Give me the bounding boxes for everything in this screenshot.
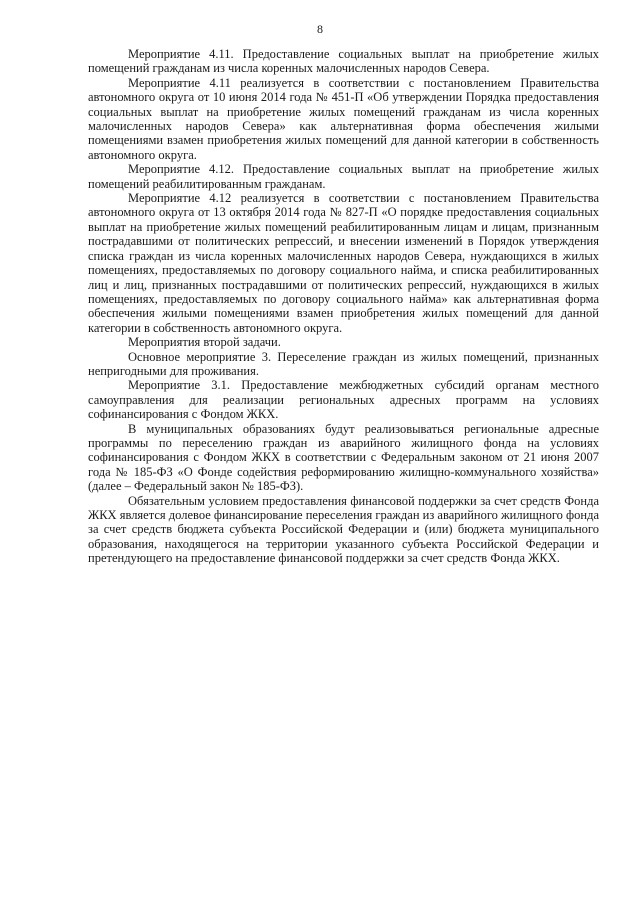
document-body xyxy=(88,47,599,566)
paragraph-measure-4-12-title: Мероприятие 4.12. Предоставление социальных выплат на приобретение жилых помещений реабилитированным гражданам. xyxy=(88,162,599,191)
paragraph-second-task-heading: Мероприятия второй задачи. xyxy=(128,335,281,350)
paragraph-financing-condition: Обязательным условием предоставления финансовой поддержки за счет средств Фонда ЖКХ является долевое финансирование переселения граждан из аварийного жилищного фонда за счет средств бюджета субъекта Российской Федерации и (или) бюджета муниципального образования, находящегося на территории указанного субъекта Российской Федерации и претендующего на предоставление финансовой поддержки за счет средств Фонда ЖКХ. xyxy=(88,493,599,566)
paragraph-measure-4-11-title: Мероприятие 4.11. Предоставление социальных выплат на приобретение жилых помещений гражданам из числа коренных малочисленных народов Севера. xyxy=(88,47,599,76)
paragraph-regional-programs: В муниципальных образованиях будут реализовываться региональные адресные программы по переселению граждан из аварийного жилищного фонда на условиях софинансирования с Фондом ЖКХ в соответствии с Федеральным законом от 21 июня 2007 года № 185-ФЗ «О Фонде содействия реформированию жилищно-коммунального хозяйства» (далее – Федеральный закон № 185-ФЗ). xyxy=(88,421,599,494)
paragraph-measure-3-1-title: Мероприятие 3.1. Предоставление межбюджетных субсидий органам местного самоуправления для реализации региональных адресных программ на условиях софинансирования с Фондом ЖКХ. xyxy=(88,378,599,422)
page-number: 8 xyxy=(317,22,323,36)
paragraph-measure-4-12-basis: Мероприятие 4.12 реализуется в соответствии с постановлением Правительства автономного округа от 13 октября 2014 года № 827-П «О порядке предоставления социальных выплат на приобретение жилых помещений реабилитированным лицам и лицам, признанным пострадавшими от политических репрессий, и внесении изменений в Порядок утверждения списка граждан из числа коренных малочисленных народов Севера, нуждающихся в жилых помещениях, предоставляемых по договору социального найма, и списка реабилитированных лиц и лиц, признанных пострадавшими от политических репрессий, нуждающихся в жилых помещениях, предоставляемых по договору социального найма» как альтернативная форма обеспечения жилыми помещениями взамен приобретения жилых помещений для данной категории в собственность автономного округа. xyxy=(88,191,599,335)
paragraph-main-measure-3: Основное мероприятие 3. Переселение граждан из жилых помещений, признанных непригодными для проживания. xyxy=(88,349,599,378)
paragraph-measure-4-11-basis: Мероприятие 4.11 реализуется в соответствии с постановлением Правительства автономного округа от 10 июня 2014 года № 451-П «Об утверждении Порядка предоставления социальных выплат на приобретение жилых помещений гражданам из числа коренных малочисленных народов Севера» как альтернативная форма обеспечения жилыми помещениями взамен приобретения жилых помещений для данной категории в собственность автономного округа. xyxy=(88,75,599,162)
